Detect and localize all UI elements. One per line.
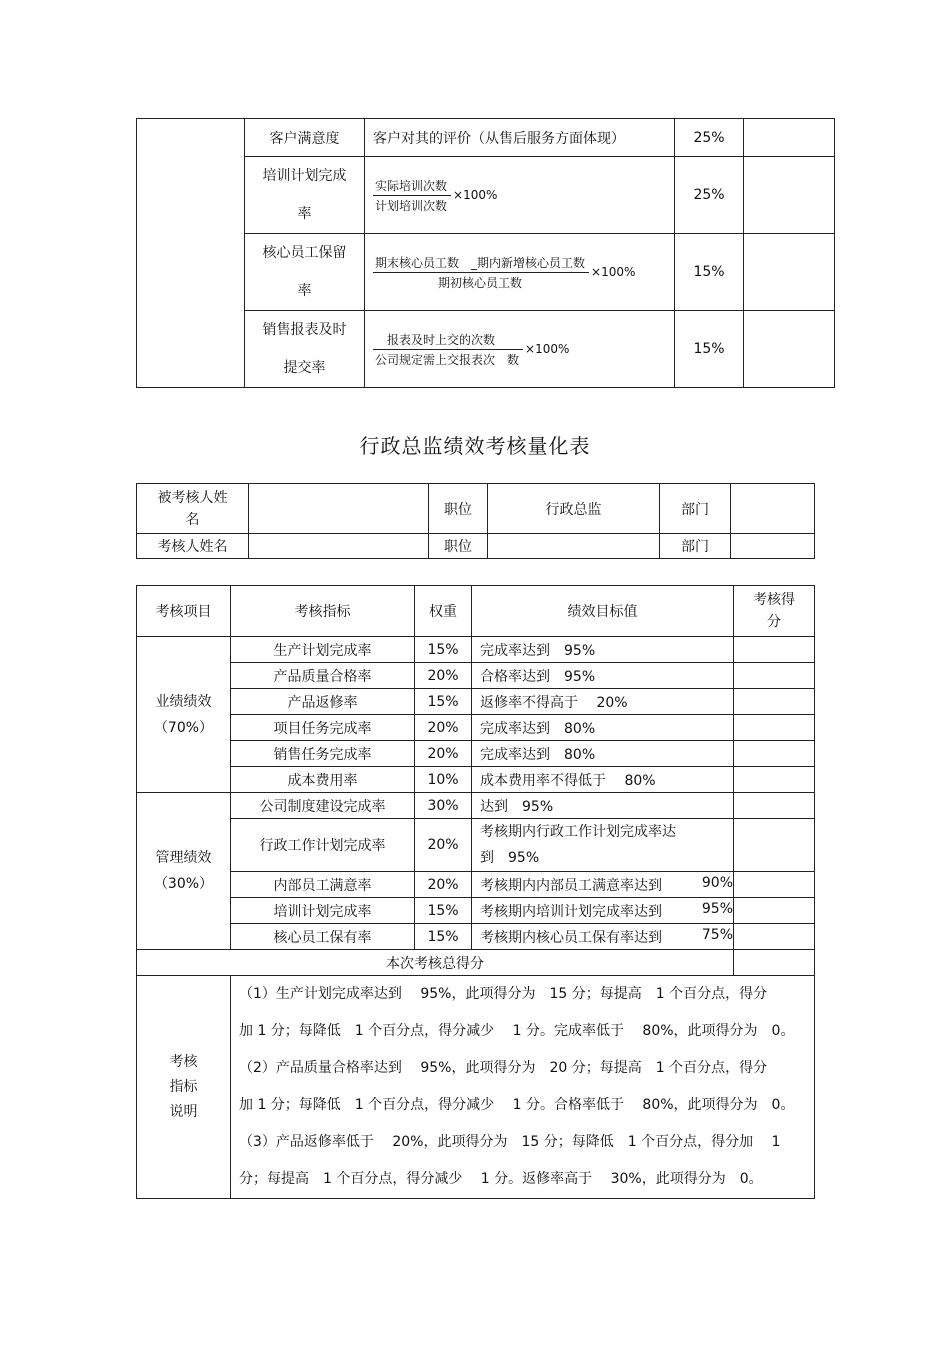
indicator-line2: 率 (297, 206, 312, 222)
formula-numerator: 报表及时上交的次数 (373, 331, 523, 350)
indicator-cell: 销售任务完成率 (231, 741, 415, 767)
indicator-line1: 核心员工保留 (262, 245, 347, 261)
desc-line: 加 1 分；每降低 1 个百分点，得分减少 1 分。完成率低于 80%，此项得分为 0。 (239, 1023, 795, 1039)
examiner-position-field[interactable] (488, 534, 660, 559)
weight-cell: 20% (415, 741, 472, 767)
group-name: 业绩绩效 (155, 693, 212, 710)
formula-denominator: 期初核心员工数 (438, 275, 523, 290)
total-score-label: 本次考核总得分 (137, 950, 734, 976)
score-cell (744, 119, 835, 157)
position-value: 行政总监 (488, 484, 660, 534)
target-cell (472, 819, 734, 872)
weight-cell: 20% (415, 819, 472, 872)
formula-denominator: 公司规定需上交报表次 数 (375, 352, 520, 367)
weight-cell: 15% (675, 234, 744, 311)
score-cell[interactable] (734, 793, 815, 819)
header-weight: 权重 (415, 586, 472, 637)
position-label: 职位 (429, 484, 488, 534)
weight-cell: 20% (415, 872, 472, 898)
department-label: 部门 (660, 534, 731, 559)
position-label: 职位 (429, 534, 488, 559)
indicator-cell: 成本费用率 (231, 767, 415, 793)
indicator-line2: 率 (297, 283, 312, 299)
weight-cell: 20% (415, 663, 472, 689)
weight-cell: 25% (675, 119, 744, 157)
weight-cell: 30% (415, 793, 472, 819)
target-cell (472, 872, 734, 898)
score-cell[interactable] (734, 663, 815, 689)
indicator-cell: 行政工作计划完成率 (231, 819, 415, 872)
indicator-cell: 产品返修率 (231, 689, 415, 715)
description-label (137, 976, 231, 1199)
weight-cell: 15% (415, 924, 472, 950)
score-cell[interactable] (734, 689, 815, 715)
score-cell (744, 311, 835, 388)
target-line1: 考核期内行政工作计划完成率达 (480, 824, 676, 840)
header-project: 考核项目 (137, 586, 231, 637)
target-cell: 返修率不得高于 20% (472, 689, 734, 715)
target-cell: 合格率达到 95% (472, 663, 734, 689)
weight-cell: 25% (675, 157, 744, 234)
label-line2: 名 (185, 511, 200, 528)
weight-cell: 15% (675, 311, 744, 388)
desc-line: 分；每提高 1 个百分点，得分减少 1 分。返修率高于 30%，此项得分为 0。 (239, 1171, 763, 1187)
header-score-line1: 考核得 (753, 592, 795, 608)
indicator-cell: 产品质量合格率 (231, 663, 415, 689)
score-cell (744, 234, 835, 311)
target-cell (472, 924, 734, 950)
formula-training-completion (365, 157, 675, 234)
score-cell[interactable] (734, 637, 815, 663)
total-score-cell[interactable] (734, 950, 815, 976)
target-line2: 到 95% (480, 850, 540, 866)
indicator-cell: 生产计划完成率 (231, 637, 415, 663)
target-text: 考核期内内部员工满意率达到 (480, 877, 662, 894)
group-management (137, 793, 231, 950)
desc-line: （3）产品返修率低于 20%，此项得分为 15 分；每降低 1 个百分点，得分加 1 (239, 1134, 781, 1150)
score-cell[interactable] (734, 819, 815, 872)
examiner-name-label: 考核人姓名 (137, 534, 249, 559)
desc-label-line2: 指标 (169, 1078, 198, 1095)
desc-label-line1: 考核 (169, 1053, 198, 1070)
weight-cell: 15% (415, 689, 472, 715)
header-score (734, 586, 815, 637)
weight-cell: 20% (415, 715, 472, 741)
target-cell: 完成率达到 95% (472, 637, 734, 663)
formula-numerator: 期末核心员工数 _期内新增核心员工数 (373, 254, 589, 273)
indicator-cell: 公司制度建设完成率 (231, 793, 415, 819)
desc-line: （1）生产计划完成率达到 95%，此项得分为 15 分；每提高 1 个百分点，得分 (239, 986, 768, 1002)
weight-cell: 15% (415, 898, 472, 924)
examinee-name-label (137, 484, 249, 534)
target-pct: 75% (701, 926, 733, 943)
group-performance (137, 637, 231, 793)
score-cell (744, 157, 835, 234)
department-field[interactable] (731, 484, 815, 534)
indicator-cell: 内部员工满意率 (231, 872, 415, 898)
page-title: 行政总监绩效考核量化表 (359, 434, 591, 458)
header-score-line2: 分 (767, 614, 781, 630)
formula-customer-satisfaction: 客户对其的评价（从售后服务方面体现） (365, 119, 675, 157)
header-target: 绩效目标值 (472, 586, 734, 637)
examiner-department-field[interactable] (731, 534, 815, 559)
desc-line: （2）产品质量合格率达到 95%，此项得分为 20 分；每提高 1 个百分点，得分 (239, 1060, 768, 1076)
desc-line: 加 1 分；每降低 1 个百分点，得分减少 1 分。合格率低于 80%，此项得分为 0。 (239, 1097, 795, 1113)
kpi-continuation-table (136, 118, 835, 388)
weight-cell: 15% (415, 637, 472, 663)
target-cell: 完成率达到 80% (472, 741, 734, 767)
header-indicator: 考核指标 (231, 586, 415, 637)
score-cell[interactable] (734, 741, 815, 767)
score-cell[interactable] (734, 924, 815, 950)
performance-table (136, 585, 815, 1199)
label-line1: 被考核人姓 (157, 489, 228, 506)
target-text: 考核期内培训计划完成率达到 (480, 903, 662, 920)
group-weight: （70%） (153, 719, 214, 736)
score-cell[interactable] (734, 767, 815, 793)
group-weight: （30%） (153, 876, 214, 892)
examinee-info-table (136, 483, 815, 559)
target-text: 考核期内核心员工保有率达到 (480, 929, 662, 946)
formula-multiplier: ×100% (453, 188, 498, 202)
formula-numerator: 实际培训次数 (373, 177, 451, 196)
target-cell: 完成率达到 80% (472, 715, 734, 741)
indicator-line1: 销售报表及时 (262, 322, 347, 338)
score-cell[interactable] (734, 715, 815, 741)
formula-multiplier: ×100% (525, 342, 570, 356)
score-cell[interactable] (734, 898, 815, 924)
indicator-line2: 提交率 (283, 360, 326, 376)
indicator-report-submission (245, 311, 365, 388)
examiner-name-field[interactable] (249, 534, 429, 559)
target-cell: 达到 95% (472, 793, 734, 819)
formula-multiplier: ×100% (591, 265, 636, 279)
description-text (231, 976, 815, 1199)
indicator-core-retention (245, 234, 365, 311)
examinee-name-field[interactable] (249, 484, 429, 534)
indicator-training-completion (245, 157, 365, 234)
score-cell[interactable] (734, 872, 815, 898)
group-name: 管理绩效 (155, 850, 212, 866)
target-cell: 成本费用率不得低于 80% (472, 767, 734, 793)
indicator-cell: 培训计划完成率 (231, 898, 415, 924)
target-pct: 95% (701, 900, 733, 917)
desc-label-line3: 说明 (169, 1103, 198, 1120)
target-pct: 90% (701, 874, 733, 891)
formula-report-submission (365, 311, 675, 388)
department-label: 部门 (660, 484, 731, 534)
indicator-line1: 培训计划完成 (262, 168, 347, 184)
indicator-cell: 核心员工保有率 (231, 924, 415, 950)
category-cell-empty (137, 119, 245, 388)
formula-denominator: 计划培训次数 (375, 198, 448, 213)
weight-cell: 10% (415, 767, 472, 793)
target-cell (472, 898, 734, 924)
indicator-customer-satisfaction: 客户满意度 (245, 119, 365, 157)
indicator-cell: 项目任务完成率 (231, 715, 415, 741)
formula-core-retention (365, 234, 675, 311)
